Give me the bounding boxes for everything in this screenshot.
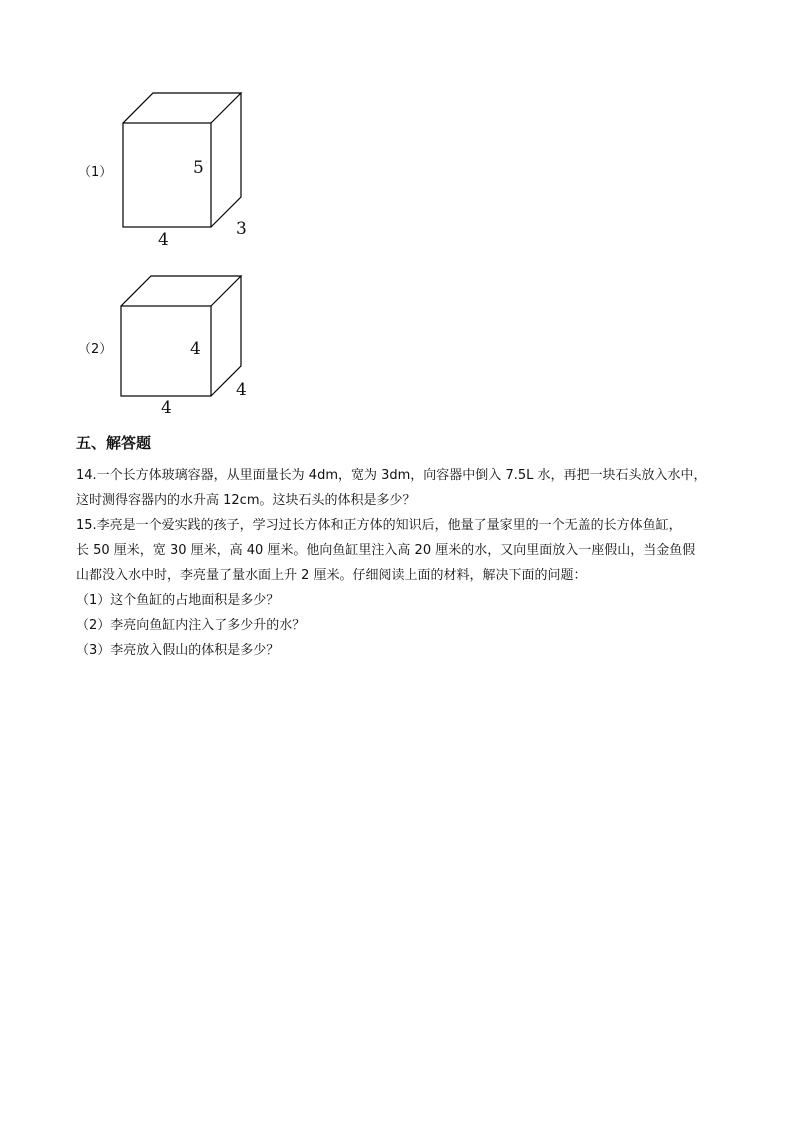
subquestion-1: （1）这个鱼缸的占地面积是多少？ xyxy=(76,593,280,608)
cuboid-side-face xyxy=(211,93,241,227)
subquestion-2: （2）李亮向鱼缸内注入了多少升的水？ xyxy=(76,618,306,633)
figure-1-length-label: 4 xyxy=(158,230,169,250)
figure-2-height-label: 4 xyxy=(190,339,201,359)
question-15-line-2: 长 50 厘米，宽 30 厘米，高 40 厘米。他向鱼缸里注入高 20 厘米的水，又向里面放入一座假山，当金鱼假 xyxy=(76,543,696,558)
cuboid-top-face xyxy=(123,93,241,123)
figure-2-cube xyxy=(70,270,270,430)
figure-2-label: （2） xyxy=(78,342,113,357)
figure-2-width-label: 4 xyxy=(236,380,247,400)
section-title: 五、解答题 xyxy=(76,434,152,452)
cube-top-face xyxy=(121,276,241,306)
question-15-line-3: 山都没入水中时，李亮量了量水面上升 2 厘米。仔细阅读上面的材料，解决下面的问题： xyxy=(76,568,587,583)
question-15-line-1: 15.李亮是一个爱实践的孩子，学习过长方体和正方体的知识后，他量了量家里的一个无盖的长方体鱼缸， xyxy=(76,518,682,533)
cube-side-face xyxy=(211,276,241,396)
figure-1-label: （1） xyxy=(78,165,113,180)
question-14-line-2: 这时测得容器内的水升高 12cm。这块石头的体积是多少？ xyxy=(76,493,416,508)
figure-1-width-label: 3 xyxy=(236,219,247,239)
figure-1-cuboid xyxy=(70,85,270,250)
subquestion-3: （3）李亮放入假山的体积是多少？ xyxy=(76,643,280,658)
question-14-line-1: 14.一个长方体玻璃容器，从里面量长为 4dm，宽为 3dm，向容器中倒入 7.5L 水，再把一块石头放入水中， xyxy=(76,468,707,483)
figure-2-length-label: 4 xyxy=(161,398,172,418)
figure-1-height-label: 5 xyxy=(193,158,204,178)
